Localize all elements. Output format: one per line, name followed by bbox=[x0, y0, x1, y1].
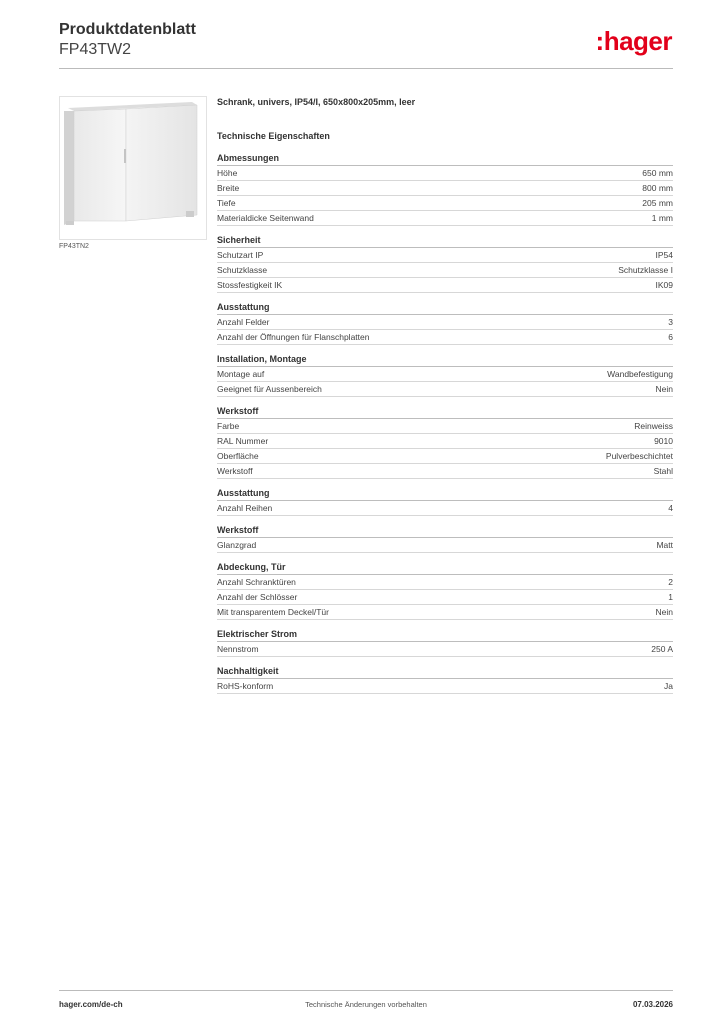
spec-value: 2 bbox=[668, 577, 673, 587]
spec-section bbox=[217, 666, 673, 694]
spec-row bbox=[217, 575, 673, 590]
page-title: Produktdatenblatt bbox=[59, 21, 196, 38]
section-title: Abdeckung, Tür bbox=[217, 562, 673, 575]
spec-section bbox=[217, 153, 673, 226]
spec-row bbox=[217, 263, 673, 278]
spec-label: Schutzart IP bbox=[217, 250, 264, 260]
spec-label: Werkstoff bbox=[217, 466, 253, 476]
spec-section bbox=[217, 406, 673, 479]
spec-value: Schutzklasse I bbox=[618, 265, 673, 275]
page-footer bbox=[59, 990, 673, 1020]
spec-row bbox=[217, 642, 673, 657]
footer-date: 07.03.2026 bbox=[632, 1000, 673, 1009]
spec-row bbox=[217, 419, 673, 434]
spec-label: Oberfläche bbox=[217, 451, 259, 461]
spec-row bbox=[217, 449, 673, 464]
spec-value: 3 bbox=[668, 317, 673, 327]
spec-row bbox=[217, 501, 673, 516]
spec-value: Stahl bbox=[653, 466, 673, 476]
spec-row bbox=[217, 367, 673, 382]
spec-section bbox=[217, 302, 673, 345]
spec-label: Materialdicke Seitenwand bbox=[217, 213, 314, 223]
spec-row bbox=[217, 382, 673, 397]
spec-row bbox=[217, 590, 673, 605]
spec-row bbox=[217, 196, 673, 211]
spec-label: Glanzgrad bbox=[217, 540, 257, 550]
spec-label: RAL Nummer bbox=[217, 436, 269, 446]
spec-value: Ja bbox=[664, 681, 673, 691]
spec-label: Anzahl Felder bbox=[217, 317, 270, 327]
spec-value: 650 mm bbox=[642, 168, 673, 178]
spec-label: RoHS-konform bbox=[217, 681, 274, 691]
section-title: Ausstattung bbox=[217, 488, 673, 501]
page-header bbox=[59, 20, 196, 60]
spec-row bbox=[217, 211, 673, 226]
spec-value: Reinweiss bbox=[634, 421, 673, 431]
spec-label: Anzahl der Öffnungen für Flanschplatten bbox=[217, 332, 370, 342]
section-title: Sicherheit bbox=[217, 235, 673, 248]
spec-value: 800 mm bbox=[642, 183, 673, 193]
spec-label: Geeignet für Aussenbereich bbox=[217, 384, 322, 394]
spec-section bbox=[217, 235, 673, 293]
spec-value: 250 A bbox=[651, 644, 673, 654]
spec-sections bbox=[217, 153, 673, 694]
product-code: FP43TW2 bbox=[59, 41, 132, 58]
spec-row bbox=[217, 248, 673, 263]
spec-value: 205 mm bbox=[642, 198, 673, 208]
spec-section bbox=[217, 488, 673, 516]
section-title: Abmessungen bbox=[217, 153, 673, 166]
spec-label: Montage auf bbox=[217, 369, 265, 379]
spec-row bbox=[217, 434, 673, 449]
header-divider bbox=[59, 68, 673, 69]
spec-value: 1 mm bbox=[651, 213, 673, 223]
spec-row bbox=[217, 330, 673, 345]
spec-row bbox=[217, 181, 673, 196]
spec-value: Nein bbox=[655, 384, 673, 394]
spec-row bbox=[217, 464, 673, 479]
spec-row bbox=[217, 605, 673, 620]
footer-website: hager.com/de-ch bbox=[59, 1000, 123, 1009]
spec-row bbox=[217, 538, 673, 553]
spec-label: Breite bbox=[217, 183, 240, 193]
spec-label: Mit transparentem Deckel/Tür bbox=[217, 607, 329, 617]
spec-value: 6 bbox=[668, 332, 673, 342]
product-description: Schrank, univers, IP54/I, 650x800x205mm, leer bbox=[217, 97, 416, 107]
spec-label: Schutzklasse bbox=[217, 265, 268, 275]
spec-value: Pulverbeschichtet bbox=[605, 451, 673, 461]
section-title: Elektrischer Strom bbox=[217, 629, 673, 642]
spec-content bbox=[217, 96, 673, 703]
section-title: Installation, Montage bbox=[217, 354, 673, 367]
spec-value: Wandbefestigung bbox=[607, 369, 673, 379]
spec-label: Anzahl Reihen bbox=[217, 503, 273, 513]
spec-row bbox=[217, 315, 673, 330]
spec-row bbox=[217, 166, 673, 181]
image-caption: FP43TN2 bbox=[59, 243, 89, 250]
spec-label: Nennstrom bbox=[217, 644, 259, 654]
properties-title: Technische Eigenschaften bbox=[217, 131, 330, 141]
spec-label: Stossfestigkeit IK bbox=[217, 280, 283, 290]
spec-label: Höhe bbox=[217, 168, 238, 178]
spec-section bbox=[217, 354, 673, 397]
spec-value: IP54 bbox=[655, 250, 673, 260]
spec-value: IK09 bbox=[655, 280, 673, 290]
section-title: Werkstoff bbox=[217, 525, 673, 538]
spec-value: Nein bbox=[655, 607, 673, 617]
section-title: Werkstoff bbox=[217, 406, 673, 419]
footer-divider bbox=[59, 990, 673, 991]
spec-value: 4 bbox=[668, 503, 673, 513]
spec-section bbox=[217, 562, 673, 620]
spec-section bbox=[217, 525, 673, 553]
spec-label: Tiefe bbox=[217, 198, 236, 208]
spec-value: 1 bbox=[668, 592, 673, 602]
spec-row bbox=[217, 679, 673, 694]
spec-value: 9010 bbox=[654, 436, 673, 446]
spec-row bbox=[217, 278, 673, 293]
product-image bbox=[59, 96, 207, 240]
section-title: Ausstattung bbox=[217, 302, 673, 315]
spec-section bbox=[217, 629, 673, 657]
footer-disclaimer: Technische Änderungen vorbehalten bbox=[305, 1000, 427, 1009]
spec-label: Anzahl der Schlösser bbox=[217, 592, 298, 602]
hager-logo: :hager bbox=[595, 26, 672, 56]
spec-label: Farbe bbox=[217, 421, 240, 431]
spec-label: Anzahl Schranktüren bbox=[217, 577, 296, 587]
spec-value: Matt bbox=[656, 540, 673, 550]
section-title: Nachhaltigkeit bbox=[217, 666, 673, 679]
cabinet-illustration bbox=[60, 97, 206, 239]
